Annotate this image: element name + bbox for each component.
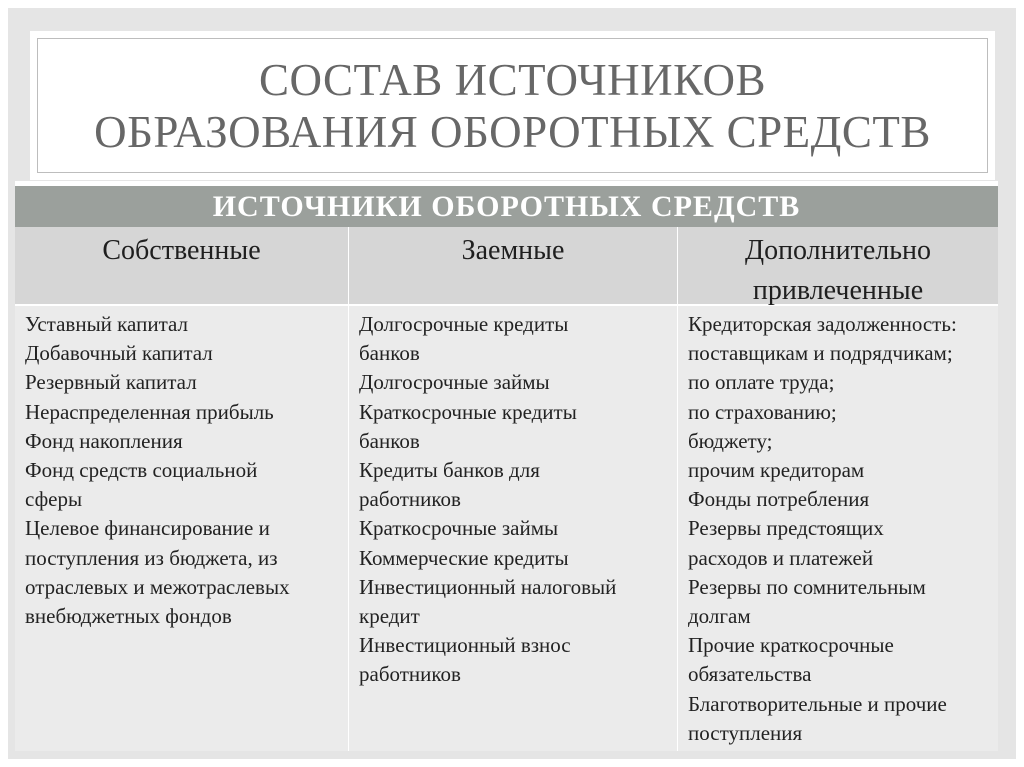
title-line-2: ОБРАЗОВАНИЯ ОБОРОТНЫХ СРЕДСТВ <box>94 106 931 157</box>
column-body-additional <box>678 306 998 751</box>
title-line-1: СОСТАВ ИСТОЧНИКОВ <box>258 54 766 105</box>
column-body-borrowed <box>349 306 677 751</box>
list-item: Резервы по сомнительным долгам <box>688 574 926 629</box>
list-item: поставщикам и подрядчикам; <box>688 341 953 366</box>
sources-table <box>15 181 999 751</box>
column-own <box>15 227 348 751</box>
column-heading-additional: Дополнительно привлеченные <box>678 227 998 306</box>
list-item: Уставный капитал <box>25 312 188 336</box>
column-additional <box>677 227 998 751</box>
list-item: Резервы предстоящих расходов и платежей <box>688 516 884 570</box>
list-item: Краткосрочные кредиты банков <box>359 399 577 453</box>
list-item: Добавочный капитал <box>25 341 213 366</box>
list-item: Долгосрочные займы <box>359 370 550 395</box>
title-box <box>30 31 995 180</box>
list-item: Резервный капитал <box>25 370 197 395</box>
column-heading-borrowed: Заемные <box>349 227 677 306</box>
list-item: по оплате труда; <box>688 370 835 395</box>
list-item: Кредиторская задолженность: <box>688 312 957 336</box>
list-item: Фонд накопления <box>25 428 183 453</box>
list-item: Инвестиционный налоговый кредит <box>359 574 617 629</box>
list-item: Краткосрочные займы <box>359 516 559 541</box>
list-item: прочим кредиторам <box>688 458 865 483</box>
list-item: бюджету; <box>688 428 773 453</box>
list-item: Прочие краткосрочные обязательства <box>688 633 894 687</box>
list-item: по страхованию; <box>688 399 837 424</box>
list-item: Фонды потребления <box>688 487 870 512</box>
column-heading-own: Собственные <box>15 227 348 306</box>
list-item: Целевое финансирование и поступления из бюджета, из отраслевых и межотраслевых внебюджетных фондов <box>25 516 290 629</box>
list-item: Долгосрочные кредиты банков <box>359 312 569 366</box>
title-frame <box>37 38 988 173</box>
column-borrowed <box>348 227 677 751</box>
page-title <box>94 54 931 158</box>
list-item: Благотворительные и прочие поступления <box>688 691 947 745</box>
table-header: ИСТОЧНИКИ ОБОРОТНЫХ СРЕДСТВ <box>15 181 998 227</box>
list-item: Нераспределенная прибыль <box>25 399 274 424</box>
list-item: Фонд средств социальной сферы <box>25 458 258 512</box>
list-item: Коммерческие кредиты <box>359 545 569 570</box>
list-item: Кредиты банков для работников <box>359 458 540 512</box>
list-item: Инвестиционный взнос работников <box>359 633 571 687</box>
column-body-own <box>15 306 348 751</box>
